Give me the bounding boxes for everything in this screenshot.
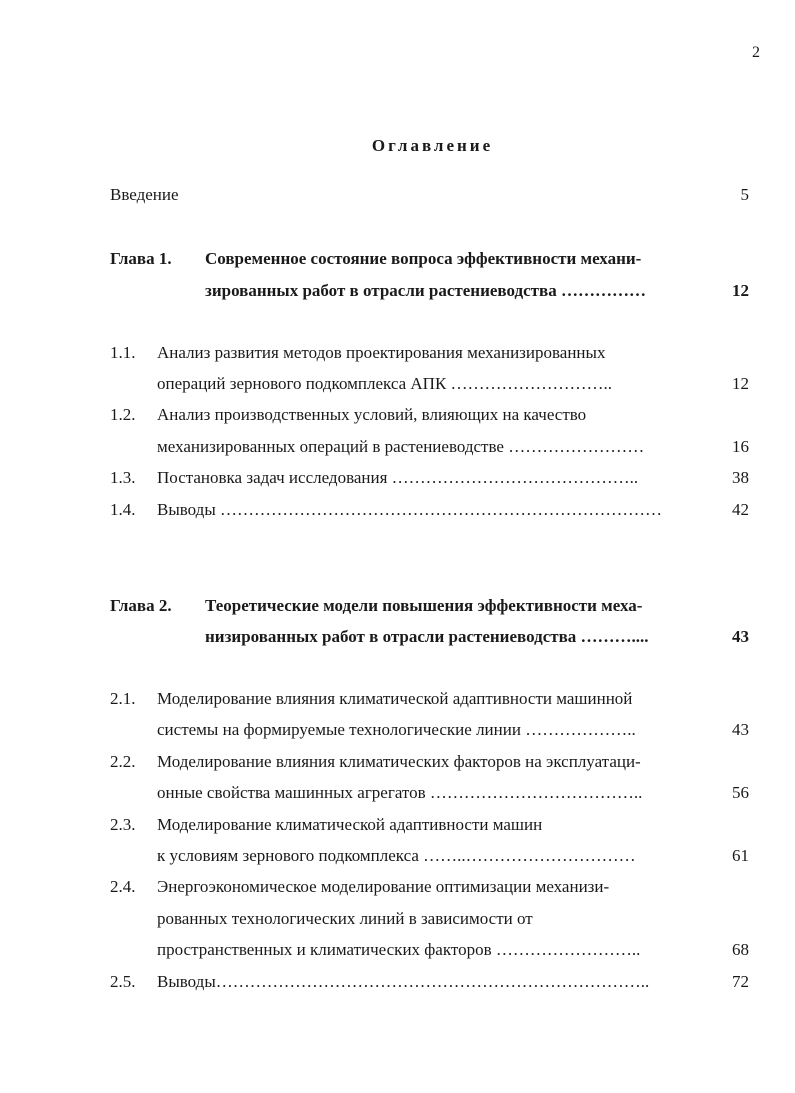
section-2-4-page: 68 <box>732 940 749 959</box>
toc-intro-label[interactable]: Введение <box>110 185 179 204</box>
section-1-4-title[interactable]: Выводы …………………………………………………………………… <box>157 500 663 519</box>
section-1-2-title-line1[interactable]: Анализ производственных условий, влияющих на качество <box>157 405 587 424</box>
section-2-5-number: 2.5. <box>110 972 136 991</box>
section-1-2-number: 1.2. <box>110 405 136 424</box>
section-2-2-number: 2.2. <box>110 752 136 771</box>
section-1-3-title[interactable]: Постановка задач исследования …………………………………….. <box>157 468 639 487</box>
section-2-4-title-line3[interactable]: пространственных и климатических факторов …………………….. <box>157 940 641 959</box>
section-1-2-page: 16 <box>732 437 749 456</box>
section-2-5-page: 72 <box>732 972 749 991</box>
section-2-2-title-line1[interactable]: Моделирование влияния климатических факторов на эксплуатаци- <box>157 752 641 771</box>
section-2-4-number: 2.4. <box>110 877 136 896</box>
section-2-3-title-line1[interactable]: Моделирование климатической адаптивности машин <box>157 815 543 834</box>
toc-intro-page: 5 <box>740 185 749 204</box>
section-2-3-page: 61 <box>732 846 749 865</box>
chapter2-label: Глава 2. <box>110 596 172 615</box>
section-1-3-page: 38 <box>732 468 749 487</box>
chapter1-title-line2[interactable]: зированных работ в отрасли растениеводства …………… <box>205 281 646 300</box>
section-2-1-page: 43 <box>732 720 749 739</box>
section-2-2-title-line2[interactable]: онные свойства машинных агрегатов ……………………………….. <box>157 783 643 802</box>
chapter2-page: 43 <box>732 627 749 646</box>
section-2-1-title-line1[interactable]: Моделирование влияния климатической адаптивности машинной <box>157 689 633 708</box>
section-2-5-title[interactable]: Выводы………………………………………………………………….. <box>157 972 650 991</box>
section-2-1-number: 2.1. <box>110 689 136 708</box>
section-2-3-number: 2.3. <box>110 815 136 834</box>
section-1-1-title-line1[interactable]: Анализ развития методов проектирования механизированных <box>157 343 606 362</box>
section-2-1-title-line2[interactable]: системы на формируемые технологические линии ……………….. <box>157 720 636 739</box>
section-1-1-number: 1.1. <box>110 343 136 362</box>
section-1-4-number: 1.4. <box>110 500 136 519</box>
section-1-4-page: 42 <box>732 500 749 519</box>
chapter1-title-line1[interactable]: Современное состояние вопроса эффективности механи- <box>205 249 642 268</box>
section-1-2-title-line2[interactable]: механизированных операций в растениеводстве …………………… <box>157 437 645 456</box>
chapter1-label: Глава 1. <box>110 249 172 268</box>
chapter2-title-line1[interactable]: Теоретические модели повышения эффективности меха- <box>205 596 643 615</box>
section-1-1-title-line2[interactable]: операций зернового подкомплекса АПК ……………………….. <box>157 374 613 393</box>
section-2-3-title-line2[interactable]: к условиям зернового подкомплекса ……..………………………… <box>157 846 636 865</box>
toc-title: Оглавление <box>371 136 494 155</box>
section-1-1-page: 12 <box>732 374 749 393</box>
section-2-2-page: 56 <box>732 783 749 802</box>
chapter2-title-line2[interactable]: низированных работ в отрасли растениеводства ……….... <box>205 627 649 646</box>
section-2-4-title-line2[interactable]: рованных технологических линий в зависимости от <box>157 909 533 928</box>
section-2-4-title-line1[interactable]: Энергоэкономическое моделирование оптимизации механизи- <box>157 877 610 896</box>
page-number: 2 <box>752 44 760 61</box>
section-1-3-number: 1.3. <box>110 468 136 487</box>
chapter1-page: 12 <box>732 281 749 300</box>
